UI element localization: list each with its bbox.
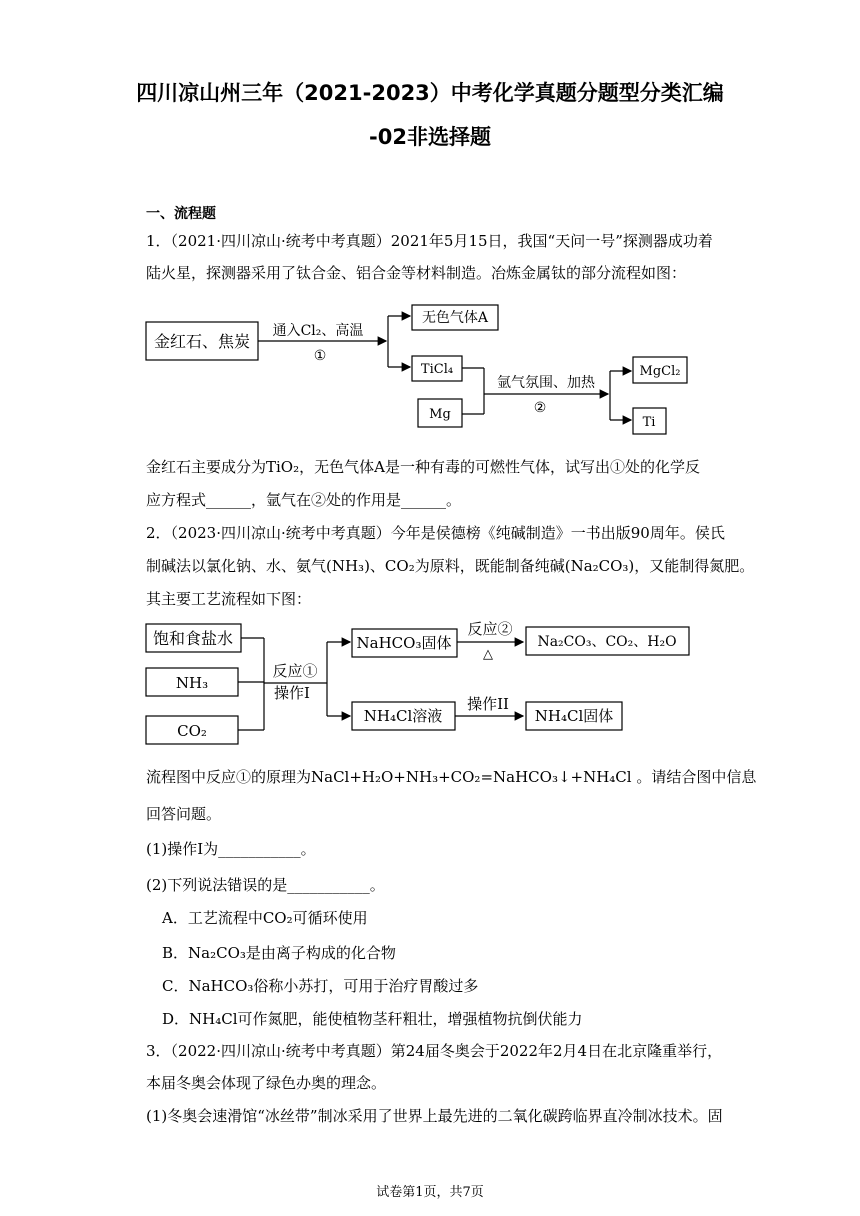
box-ticl4-label: TiCl₄	[420, 362, 454, 377]
q3-line2: 本届冬奥会体现了绿色办奥的理念。	[146, 1074, 387, 1092]
q2-option-d: D．NH₄Cl可作氮肥，能使植物茎秆粗壮，增强植物抗倒伏能力	[162, 1010, 583, 1028]
q2-option-b: B．Na₂CO₃是由离子构成的化合物	[162, 944, 396, 962]
arrow1-top-label: 通入Cl₂、高温	[272, 323, 364, 339]
doc-title-line2: -02非选择题	[369, 125, 491, 149]
q2-line1: 2．（2023·四川凉山·统考中考真题）今年是侯德榜《纯碱制造》一书出版90周年。侯氏	[146, 524, 725, 542]
box-gas-label: 无色气体A	[421, 310, 489, 326]
page-footer: 试卷第1页，共7页	[376, 1185, 484, 1200]
doc-title-line1: 四川凉山州三年（2021-2023）中考化学真题分题型分类汇编	[136, 81, 724, 105]
q2-sub2: (2)下列说法错误的是___________。	[146, 876, 385, 894]
box-co2-label: CO₂	[177, 722, 207, 740]
q2-principle-cont: 回答问题。	[146, 805, 222, 823]
box-nahco3-label: NaHCO₃固体	[356, 634, 452, 652]
box-brine-label: 饱和食盐水	[152, 629, 234, 648]
q2-line3: 其主要工艺流程如下图：	[146, 590, 312, 608]
box-nh4cl-solid-label: NH₄Cl固体	[534, 707, 614, 725]
arrow2-top-label: 氩气氛围、加热	[497, 375, 595, 391]
q2-sub1: (1)操作I为___________。	[146, 840, 316, 858]
q1-line1: 1．（2021·四川凉山·统考中考真题）2021年5月15日，我国“天问一号”探测器成功着	[146, 232, 713, 250]
q2-principle: 流程图中反应①的原理为NaCl+H₂O+NH₃+CO₂=NaHCO₃↓+NH₄Cl 。请结合图中信息	[146, 768, 757, 786]
reaction1-label: 反应①	[272, 662, 318, 680]
box-mgcl2-label: MgCl₂	[639, 364, 681, 379]
operation1-label: 操作I	[274, 684, 310, 702]
q2-line2: 制碱法以氯化钠、水、氨气(NH₃)、CO₂为原料，既能制备纯碱(Na₂CO₃)，又能制得氮肥。	[146, 557, 755, 575]
box-nh3-label: NH₃	[175, 674, 209, 692]
arrow2-step-label: ②	[533, 400, 547, 416]
q3-line1: 3．（2022·四川凉山·统考中考真题）第24届冬奥会于2022年2月4日在北京隆重举行，	[146, 1042, 723, 1060]
box-mg-label: Mg	[429, 407, 451, 422]
reaction2-label: 反应②	[467, 620, 513, 638]
box-start-label: 金红石、焦炭	[153, 332, 251, 351]
q1-line4: 应方程式______，氩气在②处的作用是______。	[146, 491, 462, 509]
heat-symbol: △	[483, 647, 493, 662]
box-nh4cl-solution-label: NH₄Cl溶液	[363, 707, 443, 725]
q1-line3: 金红石主要成分为TiO₂，无色气体A是一种有毒的可燃性气体，试写出①处的化学反	[146, 458, 700, 476]
box-ti-label: Ti	[642, 415, 656, 430]
section-heading: 一、流程题	[146, 206, 216, 222]
operation2-label: 操作II	[467, 695, 509, 713]
q2-option-c: C．NaHCO₃俗称小苏打，可用于治疗胃酸过多	[162, 977, 479, 995]
q2-option-a: A．工艺流程中CO₂可循环使用	[162, 909, 368, 927]
box-products-label: Na₂CO₃、CO₂、H₂O	[537, 634, 677, 650]
q1-line2: 陆火星，探测器采用了钛合金、铝合金等材料制造。冶炼金属钛的部分流程如图：	[146, 264, 687, 282]
arrow1-step-label: ①	[313, 348, 327, 364]
q3-line3: (1)冬奥会速滑馆“冰丝带”制冰采用了世界上最先进的二氧化碳跨临界直冷制冰技术。固	[146, 1107, 723, 1125]
